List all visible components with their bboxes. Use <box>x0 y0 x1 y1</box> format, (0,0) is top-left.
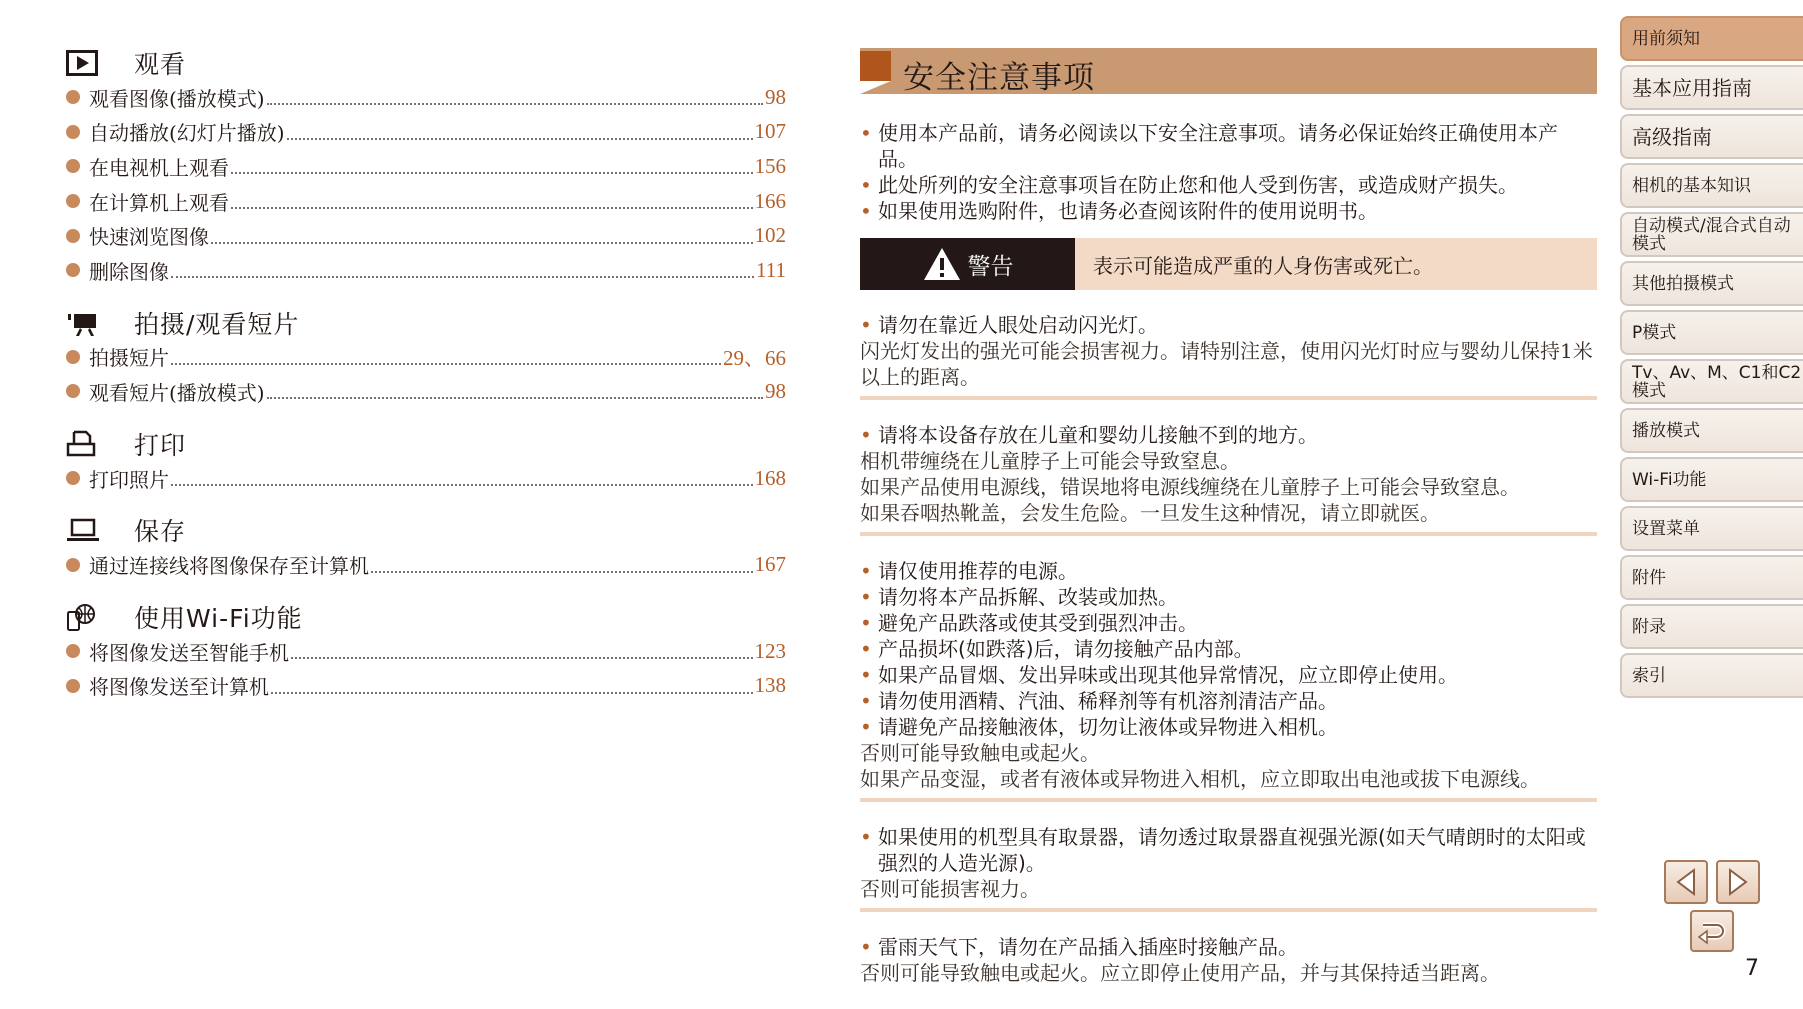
toc-link-label: 在计算机上观看 <box>89 190 229 215</box>
toc-link-label: 观看图像(播放模式) <box>89 86 265 111</box>
toc-link-label: 拍摄短片 <box>89 346 169 371</box>
warning-detail: 如果产品使用电源线，错误地将电源线缠绕在儿童脖子上可能会导致窒息。 <box>860 475 1520 499</box>
toc-link-label: 通过连接线将图像保存至计算机 <box>89 554 369 579</box>
chapter-tab[interactable]: Wi-Fi功能 <box>1620 457 1803 502</box>
quick-reference-list <box>66 46 786 703</box>
dot-leader <box>171 276 754 278</box>
warning-detail: 否则可能导致触电或起火。 <box>860 741 1100 765</box>
toc-page-number: 107 <box>754 119 786 144</box>
toc-page-number: 166 <box>754 188 786 213</box>
toc-link-label: 快速浏览图像 <box>89 225 209 250</box>
dot-leader <box>267 397 763 399</box>
warning-detail: 如果吞咽热靴盖，会发生危险。一旦发生这种情况，请立即就医。 <box>860 501 1440 525</box>
title-marker <box>860 51 891 81</box>
dot-leader <box>291 657 753 659</box>
bullet-dot-icon <box>66 644 80 658</box>
toc-section-heading <box>66 600 786 634</box>
chapter-tab[interactable]: 高级指南 <box>1620 114 1803 159</box>
toc-page-number: 102 <box>754 223 786 248</box>
intro-item: • 使用本产品前，请务必阅读以下安全注意事项。请务必保证始终正确使用本产品。 <box>860 120 1597 172</box>
toc-page-number: 167 <box>754 552 786 577</box>
toc-link[interactable] <box>66 149 786 184</box>
warning-item: • 产品损坏(如跌落)后，请勿接触产品内部。 <box>860 636 1597 662</box>
chapter-tab[interactable]: 播放模式 <box>1620 408 1803 453</box>
chapter-tab[interactable]: 用前须知 <box>1620 16 1803 61</box>
return-arrow-icon <box>1697 917 1727 945</box>
toc-section-title: 打印 <box>134 430 187 460</box>
toc-page-number: 98 <box>765 84 786 109</box>
bullet-dot-icon <box>66 558 80 572</box>
warning-detail: 如果产品变湿，或者有液体或异物进入相机，应立即取出电池或拔下电源线。 <box>860 767 1540 791</box>
toc-link-label: 将图像发送至计算机 <box>89 675 269 700</box>
warning-triangle-icon <box>922 246 962 282</box>
toc-link-label: 自动播放(幻灯片播放) <box>89 121 285 146</box>
warning-block <box>860 934 1597 992</box>
dot-leader <box>211 242 753 244</box>
bullet-dot-icon <box>66 229 80 243</box>
bullet-dot-icon <box>66 159 80 173</box>
chapter-tab[interactable]: P模式 <box>1620 310 1803 355</box>
section-gap <box>66 288 786 306</box>
warning-item: • 避免产品跌落或使其受到强烈冲击。 <box>860 610 1597 636</box>
bullet-dot-icon <box>66 194 80 208</box>
toc-link[interactable] <box>66 374 786 409</box>
dot-leader <box>271 692 753 694</box>
toc-link[interactable] <box>66 253 786 288</box>
toc-link[interactable] <box>66 461 786 496</box>
warning-item: • 请勿将本产品拆解、改装或加热。 <box>860 584 1597 610</box>
toc-section-heading <box>66 513 786 547</box>
chapter-tabs <box>1620 16 1803 702</box>
toc-section-title: 使用Wi-Fi功能 <box>134 603 303 633</box>
toc-link-label: 在电视机上观看 <box>89 155 229 180</box>
section-gap <box>66 409 786 427</box>
dot-leader <box>231 207 753 209</box>
arrow-left-icon <box>1674 868 1698 896</box>
chapter-tab[interactable]: 基本应用指南 <box>1620 65 1803 110</box>
warning-detail: 闪光灯发出的强光可能会损害视力。请特别注意，使用闪光灯时应与婴幼儿保持1米以上的距离。 <box>860 339 1593 389</box>
warning-block <box>860 824 1597 912</box>
warning-blocks <box>860 312 1597 992</box>
warning-item: • 请将本设备存放在儿童和婴幼儿接触不到的地方。 <box>860 422 1597 448</box>
title-marker-fold <box>860 81 891 94</box>
chapter-tab[interactable]: 设置菜单 <box>1620 506 1803 551</box>
toc-section-title: 观看 <box>134 50 187 79</box>
intro-item: • 此处所列的安全注意事项旨在防止您和他人受到伤害，或造成财产损失。 <box>860 172 1597 198</box>
warning-block <box>860 422 1597 536</box>
toc-link[interactable] <box>66 184 786 219</box>
dot-leader <box>371 571 753 573</box>
chapter-tab[interactable]: 附录 <box>1620 604 1803 649</box>
warning-bar <box>860 238 1597 290</box>
toc-link[interactable] <box>66 669 786 704</box>
section-title-bar <box>860 48 1597 94</box>
bullet-dot-icon <box>66 90 80 104</box>
toc-link[interactable] <box>66 634 786 669</box>
dot-leader <box>267 103 763 105</box>
dot-leader <box>171 484 753 486</box>
toc-link[interactable] <box>66 80 786 115</box>
warning-description: 表示可能造成严重的人身伤害或死亡。 <box>1093 253 1433 278</box>
intro-item: • 如果使用选购附件，也请务必查阅该附件的使用说明书。 <box>860 198 1597 224</box>
toc-section-heading <box>66 427 786 461</box>
warning-detail: 否则可能导致触电或起火。应立即停止使用产品，并与其保持适当距离。 <box>860 961 1500 985</box>
warning-item: • 请仅使用推荐的电源。 <box>860 558 1597 584</box>
bullet-dot-icon <box>66 384 80 398</box>
warning-detail: 否则可能损害视力。 <box>860 877 1040 901</box>
warning-label: 警告 <box>967 253 1014 280</box>
toc-page-number: 138 <box>754 673 786 698</box>
toc-section-heading <box>66 306 786 340</box>
bullet-dot-icon <box>66 350 80 364</box>
toc-section-heading <box>66 46 786 80</box>
warning-item: • 雷雨天气下，请勿在产品插入插座时接触产品。 <box>860 934 1597 960</box>
bullet-dot-icon <box>66 471 80 485</box>
warning-item: • 请勿在靠近人眼处启动闪光灯。 <box>860 312 1597 338</box>
toc-link[interactable] <box>66 340 786 375</box>
toc-link[interactable] <box>66 547 786 582</box>
warning-item: • 如果产品冒烟、发出异味或出现其他异常情况，应立即停止使用。 <box>860 662 1597 688</box>
previous-page-button[interactable] <box>1664 860 1708 904</box>
bullet-dot-icon <box>66 679 80 693</box>
arrow-right-icon <box>1726 868 1750 896</box>
toc-link[interactable] <box>66 115 786 150</box>
next-page-button[interactable] <box>1716 860 1760 904</box>
toc-link-label: 观看短片(播放模式) <box>89 380 265 405</box>
toc-link-label: 删除图像 <box>89 259 169 284</box>
chapter-tab[interactable]: 索引 <box>1620 653 1803 698</box>
toc-link[interactable] <box>66 218 786 253</box>
wifi-phone-icon <box>66 600 102 634</box>
toc-link-label: 打印照片 <box>89 467 169 492</box>
printer-icon <box>66 427 102 461</box>
toc-link-label: 将图像发送至智能手机 <box>89 640 289 665</box>
movie-camera-icon <box>66 306 102 340</box>
dot-leader <box>287 138 753 140</box>
play-icon <box>66 46 102 80</box>
toc-page-number: 29、66 <box>723 345 786 370</box>
bullet-dot-icon <box>66 125 80 139</box>
chapter-tab[interactable]: 其他拍摄模式 <box>1620 261 1803 306</box>
page-number: 7 <box>1745 956 1759 981</box>
toc-page-number: 168 <box>754 465 786 490</box>
chapter-tab[interactable]: 自动模式/混合式自动模式 <box>1620 212 1803 257</box>
toc-page-number: 123 <box>754 638 786 663</box>
toc-section-title: 拍摄/观看短片 <box>134 309 300 339</box>
dot-leader <box>171 363 721 365</box>
chapter-tab[interactable]: Tv、Av、M、C1和C2模式 <box>1620 359 1803 404</box>
intro-list <box>860 120 1597 224</box>
toc-page-number: 111 <box>756 257 786 282</box>
page-title: 安全注意事项 <box>903 60 1095 96</box>
return-button[interactable] <box>1690 910 1734 952</box>
chapter-tab[interactable]: 相机的基本知识 <box>1620 163 1803 208</box>
warning-block <box>860 312 1597 400</box>
chapter-tab[interactable]: 附件 <box>1620 555 1803 600</box>
laptop-icon <box>66 513 102 547</box>
warning-block <box>860 558 1597 802</box>
toc-page-number: 98 <box>765 378 786 403</box>
warning-item: • 如果使用的机型具有取景器，请勿透过取景器直视强光源(如天气晴朗时的太阳或强烈的人造光源)。 <box>860 824 1597 876</box>
section-gap <box>66 582 786 600</box>
warning-detail: 相机带缠绕在儿童脖子上可能会导致窒息。 <box>860 449 1240 473</box>
warning-item: • 请避免产品接触液体，切勿让液体或异物进入相机。 <box>860 714 1597 740</box>
warning-item: • 请勿使用酒精、汽油、稀释剂等有机溶剂清洁产品。 <box>860 688 1597 714</box>
safety-section <box>860 48 1597 992</box>
bullet-dot-icon <box>66 263 80 277</box>
toc-section-title: 保存 <box>134 517 187 547</box>
warning-label-box <box>860 238 1075 290</box>
dot-leader <box>231 172 753 174</box>
toc-page-number: 156 <box>754 153 786 178</box>
section-gap <box>66 495 786 513</box>
